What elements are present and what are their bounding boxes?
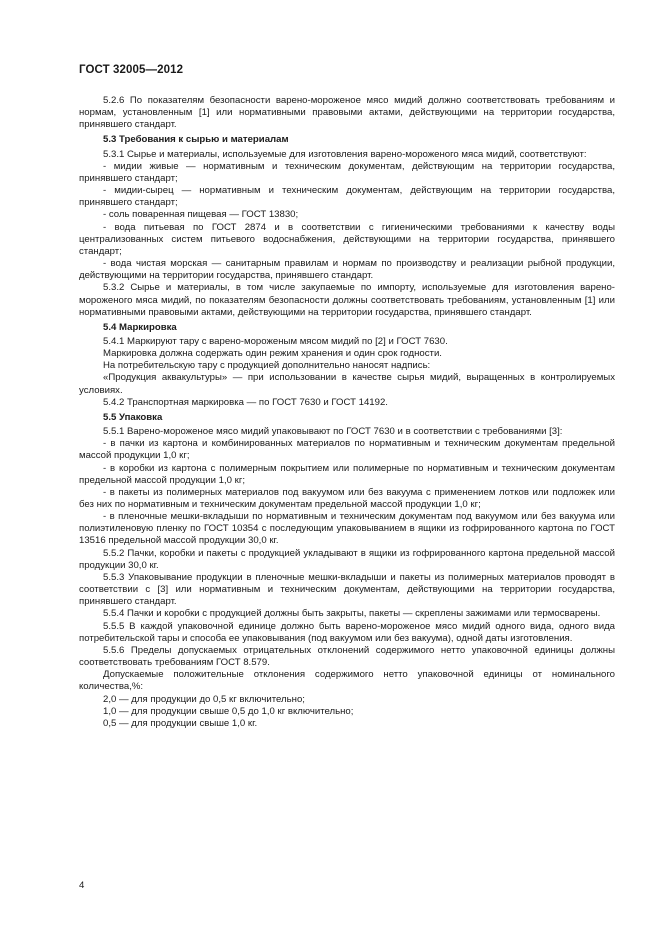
section-heading: 5.4 Маркировка <box>103 321 177 333</box>
paragraph: - в пачки из картона и комбинированных материалов по нормативным и техническим документам предельной массой продукции 1,0 кг; <box>79 438 615 462</box>
paragraph: - в коробки из картона с полимерным покрытием или полимерные по нормативным и техническим документам предельной массой продукции 1,0 кг; <box>79 462 615 486</box>
paragraph: 5.5.1 Варено-мороженое мясо мидий упаковывают по ГОСТ 7630 и в соответствии с требованиями [3]: <box>103 426 563 438</box>
paragraph: 5.4.2 Транспортная маркировка — по ГОСТ 7630 и ГОСТ 14192. <box>103 396 388 408</box>
paragraph: 1,0 — для продукции свыше 0,5 до 1,0 кг включительно; <box>103 705 354 717</box>
paragraph: - в пленочные мешки-вкладыши по нормативным и техническим документам под вакуумом или без вакуума или полиэтиленовую пленку по ГОСТ 10354 с последующим упаковыванием в ящики из гофрированного картона по ГОСТ 13516 предельной массой продукции 30,0 кг. <box>79 511 615 547</box>
paragraph: 5.4.1 Маркируют тару с варено-мороженым мясом мидий по [2] и ГОСТ 7630. <box>103 335 448 347</box>
section-heading: 5.3 Требования к сырью и материалам <box>103 134 289 146</box>
paragraph: 5.5.5 В каждой упаковочной единице должно быть варено-мороженое мясо мидий одного вида, одного вида потребительской тары и способа ее упаковывания (под вакуумом или без вакуума), одной даты изготовления. <box>79 620 615 644</box>
paragraph: - вода питьевая по ГОСТ 2874 и в соответствии с гигиеническими требованиями к качеству воды централизованных систем питьевого водоснабжения, действующими на территории государства, принявшего стандарт; <box>79 221 615 257</box>
paragraph: 5.5.3 Упаковывание продукции в пленочные мешки-вкладыши и пакеты из полимерных материалов проводят в соответствии с [3] или нормативным и техническим документам, действующими на территории государства, принявшего стандарт. <box>79 571 615 608</box>
paragraph: - мидии-сырец — нормативным и техническим документам, действующим на территории государства, принявшего стандарт; <box>79 185 615 209</box>
paragraph: 5.3.1 Сырье и материалы, используемые для изготовления варено-мороженого мяса мидий, соответствуют: <box>103 148 587 160</box>
paragraph: - вода чистая морская — санитарным правилам и нормам по производству и реализации рыбной продукции, действующими на территории государства, принявшего стандарт. <box>79 258 615 282</box>
standard-header: ГОСТ 32005—2012 <box>79 64 184 76</box>
paragraph: 0,5 — для продукции свыше 1,0 кг. <box>103 717 258 729</box>
page-number: 4 <box>79 880 85 891</box>
paragraph: 5.2.6 По показателям безопасности варено-мороженое мясо мидий должно соответствовать требованиям и нормам, установленным [1] или нормативными правовыми актами, действующими на территории государства, принявшего стандарт. <box>79 95 615 131</box>
paragraph: 5.5.2 Пачки, коробки и пакеты с продукцией укладывают в ящики из гофрированного картона предельной массой продукции 30,0 кг. <box>79 547 615 571</box>
paragraph: На потребительскую тару с продукцией дополнительно наносят надпись: <box>103 360 431 372</box>
paragraph: Допускаемые положительные отклонения содержимого нетто упаковочной единицы от номинального количества,%: <box>79 669 615 693</box>
paragraph: Маркировка должна содержать один режим хранения и один срок годности. <box>103 348 442 360</box>
paragraph: - мидии живые — нормативным и техническим документам, действующим на территории государства, принявшего стандарт; <box>79 160 615 184</box>
paragraph: 5.5.6 Пределы допускаемых отрицательных отклонений содержимого нетто упаковочной единицы должны соответствовать требованиям ГОСТ 8.579. <box>79 644 615 669</box>
paragraph: 5.3.2 Сырье и материалы, в том числе закупаемые по импорту, используемые для изготовления варено-мороженого мяса мидий, по показателям безопасности должны соответствовать требованиям, установленным [1] или нормативными правовыми актами, действующими на территории государства, принявшего стандарт. <box>79 282 615 318</box>
paragraph: 2,0 — для продукции до 0,5 кг включительно; <box>103 693 305 705</box>
paragraph: «Продукция аквакультуры» — при использовании в качестве сырья мидий, выращенных в контролируемых условиях. <box>79 372 615 396</box>
paragraph: 5.5.4 Пачки и коробки с продукцией должны быть закрыты, пакеты — скреплены зажимами или термосварены. <box>103 608 601 620</box>
section-heading: 5.5 Упаковка <box>103 411 163 423</box>
paragraph: - в пакеты из полимерных материалов под вакуумом или без вакуума с применением лотков или подложек или без них по нормативным и техническим документам предельной массой продукции 1,0 кг; <box>79 486 615 510</box>
document-body <box>79 95 615 730</box>
paragraph: - соль поваренная пищевая — ГОСТ 13830; <box>103 209 299 221</box>
